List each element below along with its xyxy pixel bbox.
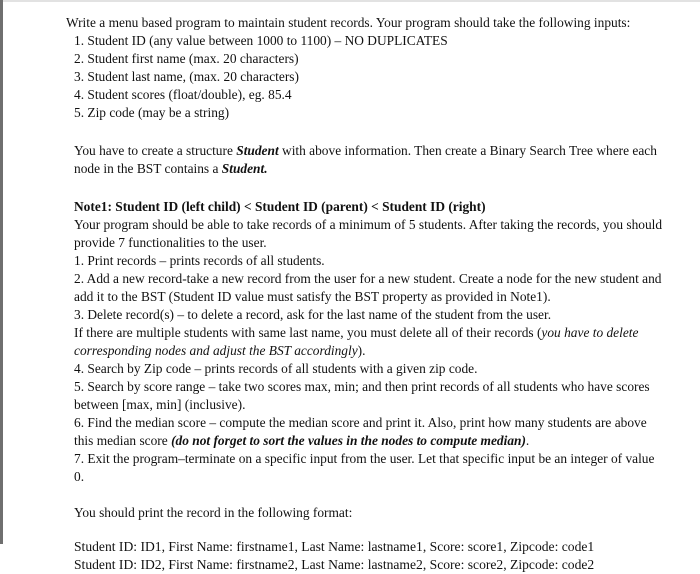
function-median bbox=[74, 414, 666, 450]
function-search-score: 5. Search by score range – take two scores max, min; and then print records of all students who have scores between [max, min] (inclusive). bbox=[74, 379, 650, 412]
top-edge bbox=[3, 0, 700, 2]
structure-mid: with above information. Then create a Binary Search Tree where each node in the BST contains a bbox=[74, 143, 657, 176]
input-item-scores: 4. Student scores (float/double), eg. 85.4 bbox=[74, 87, 292, 102]
function-search-zip: 4. Search by Zip code – prints records of all students with a given zip code. bbox=[74, 361, 478, 376]
structure-paragraph bbox=[66, 142, 666, 178]
input-item-first-name: 2. Student first name (max. 20 characters) bbox=[74, 51, 299, 66]
function-delete-end: ). bbox=[357, 343, 366, 358]
note-title: Note1: Student ID (left child) < Student ID (parent) < Student ID (right) bbox=[74, 199, 486, 214]
function-delete bbox=[74, 306, 666, 360]
format-lines bbox=[66, 538, 666, 574]
left-edge-border bbox=[0, 0, 3, 544]
structure-name: Student bbox=[236, 143, 279, 158]
format-line-1: Student ID: ID1, First Name: firstname1, Last Name: lastname1, Score: score1, Zipcode: code1 bbox=[74, 539, 595, 554]
function-delete-italic: you have to delete corresponding nodes and adjust the BST accordingly bbox=[74, 325, 639, 358]
intro-text: Write a menu based program to maintain student records. Your program should take the following inputs: bbox=[66, 15, 631, 30]
input-item-last-name: 3. Student last name, (max. 20 characters) bbox=[74, 69, 299, 84]
function-median-italic: (do not forget to sort the values in the nodes to compute median) bbox=[171, 433, 526, 448]
document-page bbox=[66, 14, 666, 574]
functionality-list bbox=[74, 252, 666, 486]
function-delete-text: 3. Delete record(s) – to delete a record, ask for the last name of the student from the user. bbox=[74, 307, 552, 322]
format-line-2: Student ID: ID2, First Name: firstname2, Last Name: lastname2, Score: score2, Zipcode: code2 bbox=[74, 557, 595, 572]
note-block bbox=[66, 198, 666, 486]
note-body: Your program should be able to take records of a minimum of 5 students. After taking the records, you should provide 7 functionalities to the user. bbox=[74, 217, 663, 250]
function-delete-extra: If there are multiple students with same last name, you must delete all of their records ( bbox=[74, 325, 542, 340]
function-print: 1. Print records – prints records of all students. bbox=[74, 253, 325, 268]
input-item-id: 1. Student ID (any value between 1000 to 1100) – NO DUPLICATES bbox=[74, 33, 448, 48]
function-exit: 7. Exit the program–terminate on a specific input from the user. Let that specific input be an integer of value 0. bbox=[74, 451, 655, 484]
function-median-text: 6. Find the median score – compute the median score and print it. Also, print how many students are above this median score bbox=[74, 415, 647, 448]
node-name: Student. bbox=[221, 161, 268, 176]
function-add: 2. Add a new record-take a new record from the user for a new student. Create a node for the new student and add it to the BST (Student ID value must satisfy the BST property as provided in Note1). bbox=[74, 271, 662, 304]
function-median-end: . bbox=[525, 433, 530, 448]
structure-pre: You have to create a structure bbox=[74, 143, 237, 158]
input-item-zip: 5. Zip code (may be a string) bbox=[74, 105, 230, 120]
inputs-list bbox=[66, 32, 666, 122]
format-intro: You should print the record in the following format: bbox=[74, 505, 353, 520]
